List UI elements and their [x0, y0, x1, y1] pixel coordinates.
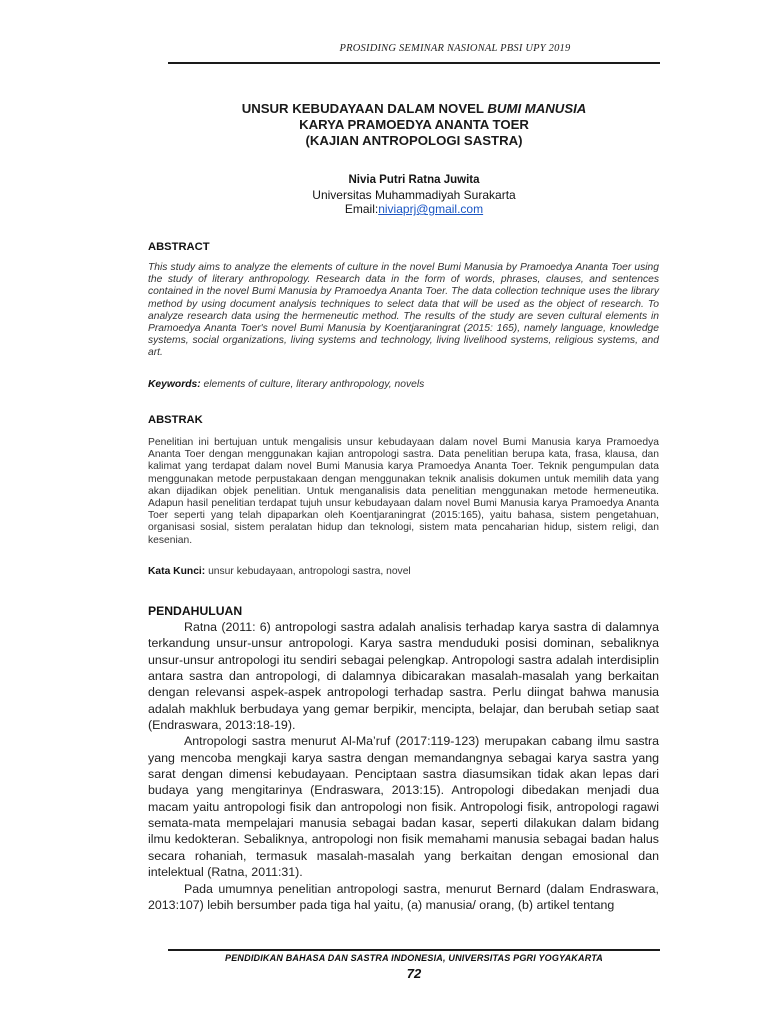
- body-paragraph: Pada umumnya penelitian antropologi sastra, menurut Bernard (dalam Endraswara, 2013:107) lebih bersumber pada tiga hal yaitu, (a) manusia/ orang, (b) artikel tentang: [148, 881, 659, 912]
- body-paragraph: Antropologi sastra menurut Al-Ma’ruf (2017:119-123) merupakan cabang ilmu sastra yang mencoba mengkaji karya sastra dengan memandangnya sebagai karya sastra yang sarat dengan dimensi kebudayaan. Penciptaan sastra diasumsikan tidak akan lepas dari budaya yang mengitarinya (Endraswara, 2013:15). Antropologi dibedakan menjadi dua macam yaitu antropologi fisik dan antropologi non fisik. Antropologi fisik, antropologi ragawi semata-mata mempelajari manusia sebagai badan kasar, seperti dilakukan dalam bidang ilmu kedokteran. Sebaliknya, antropologi non fisik memahami manusia sebagai badan halus secara rohaniah, termasuk masalah-masalah yang berkaitan dengan emosional dan intelektual (Ratna, 2011:31).: [148, 734, 659, 880]
- author-email-line: [168, 202, 660, 217]
- author-affiliation: Universitas Muhammadiyah Surakarta: [312, 187, 516, 202]
- running-head: PROSIDING SEMINAR NASIONAL PBSI UPY 2019: [339, 43, 571, 54]
- abstrak-heading: ABSTRAK: [148, 414, 203, 426]
- abstrak-text: Penelitian ini bertujuan untuk mengalisis unsur kebudayaan dalam novel Bumi Manusia karya Pramoedya Ananta Toer dengan menggunakan kajian antropologi sastra. Data penelitian berupa kata, frasa, klausa, dan kalimat yang terdapat dalam novel Bumi Manusia karya Pramoedya Ananta Toer. Teknik pengumpulan data menggunakan metode perpustakaan dengan menggunakan teknik analisis dokumen untuk memilih data yang akan dijadikan objek penelitian. Untuk menganalisis data penelitian menggunakan metode hermeneutika. Adapun hasil penelitian terdapat tujuh unsur kebudayaan dalam novel Bumi Manusia karya Pramoedya Ananta Toer seperti yang telah dipaparkan oleh Koentjaraningrat (2015:165), yaitu bahasa, sistem pengetahuan, organisasi sosial, sistem peralatan hidup dan teknologi, sistem mata pencaharian hidup, sistem religi, dan kesenian.: [148, 437, 659, 546]
- katakunci-line: [148, 566, 659, 577]
- header-rule: [168, 62, 660, 64]
- keywords-label: Keywords:: [148, 379, 201, 390]
- pendahuluan-body: [148, 619, 659, 913]
- body-paragraph: Ratna (2011: 6) antropologi sastra adalah analisis terhadap karya sastra di dalamnya terkandung unsur-unsur antropologi. Karya sastra menduduki posisi dominan, sebaliknya unsur-unsur antropologi itu sendiri sebagai pelengkap. Antropologi sastra adalah interdisiplin antara sastra dan antropologi, di dalamnya dibicarakan masalah-masalah yang berkaitan dengan relevansi aspek-aspek antropologi terhadap sastra. Perlu diingat bahwa manusia adalah makhluk berbudaya yang gemar berpikir, mencipta, belajar, dan berubah setiap saat (Endraswara, 2013:18-19).: [148, 620, 659, 733]
- page-number: 72: [406, 966, 422, 981]
- abstract-heading: ABSTRACT: [148, 241, 210, 253]
- title-novel-name: BUMI MANUSIA: [487, 101, 587, 116]
- katakunci-value: unsur kebudayaan, antropologi sastra, novel: [205, 566, 411, 577]
- title-line-2: KARYA PRAMOEDYA ANANTA TOER: [299, 117, 529, 132]
- email-link[interactable]: niviaprj@gmail.com: [378, 202, 484, 216]
- author-block: [168, 173, 660, 217]
- katakunci-label: Kata Kunci:: [148, 566, 206, 577]
- author-name: Nivia Putri Ratna Juwita: [348, 174, 480, 186]
- footer-rule: [168, 949, 660, 951]
- title-line-3: (KAJIAN ANTROPOLOGI SASTRA): [305, 133, 523, 148]
- footer-institution: PENDIDIKAN BAHASA DAN SASTRA INDONESIA, UNIVERSITAS PGRI YOGYAKARTA: [225, 953, 603, 963]
- keywords-line: [148, 379, 659, 390]
- title-line-1: [168, 101, 660, 117]
- abstract-text: This study aims to analyze the elements of culture in the novel Bumi Manusia by Pramoedya Ananta Toer using the study of literary anthropology. Research data in the form of words, phrases, clauses, and sentences contained in the novel Bumi Manusia by Pramoedya Ananta Toer. The data collection technique uses the library method by using document analysis techniques to select data that will be used as the object of research. To analyze research data using the hermeneutic method. The results of the study are seven cultural elements in Pramoedya Ananta Toer's novel Bumi Manusia by Koentjaraningrat (2015: 165), namely language, knowledge systems, social organizations, living systems and technology, living livelihood systems, religious systems, and art.: [148, 262, 659, 359]
- pendahuluan-heading: PENDAHULUAN: [148, 604, 243, 618]
- paper-title: [168, 101, 660, 149]
- title-line-1-prefix: UNSUR KEBUDAYAAN DALAM NOVEL: [241, 101, 488, 116]
- keywords-value: elements of culture, literary anthropology, novels: [200, 379, 425, 390]
- email-label: Email:: [344, 202, 379, 216]
